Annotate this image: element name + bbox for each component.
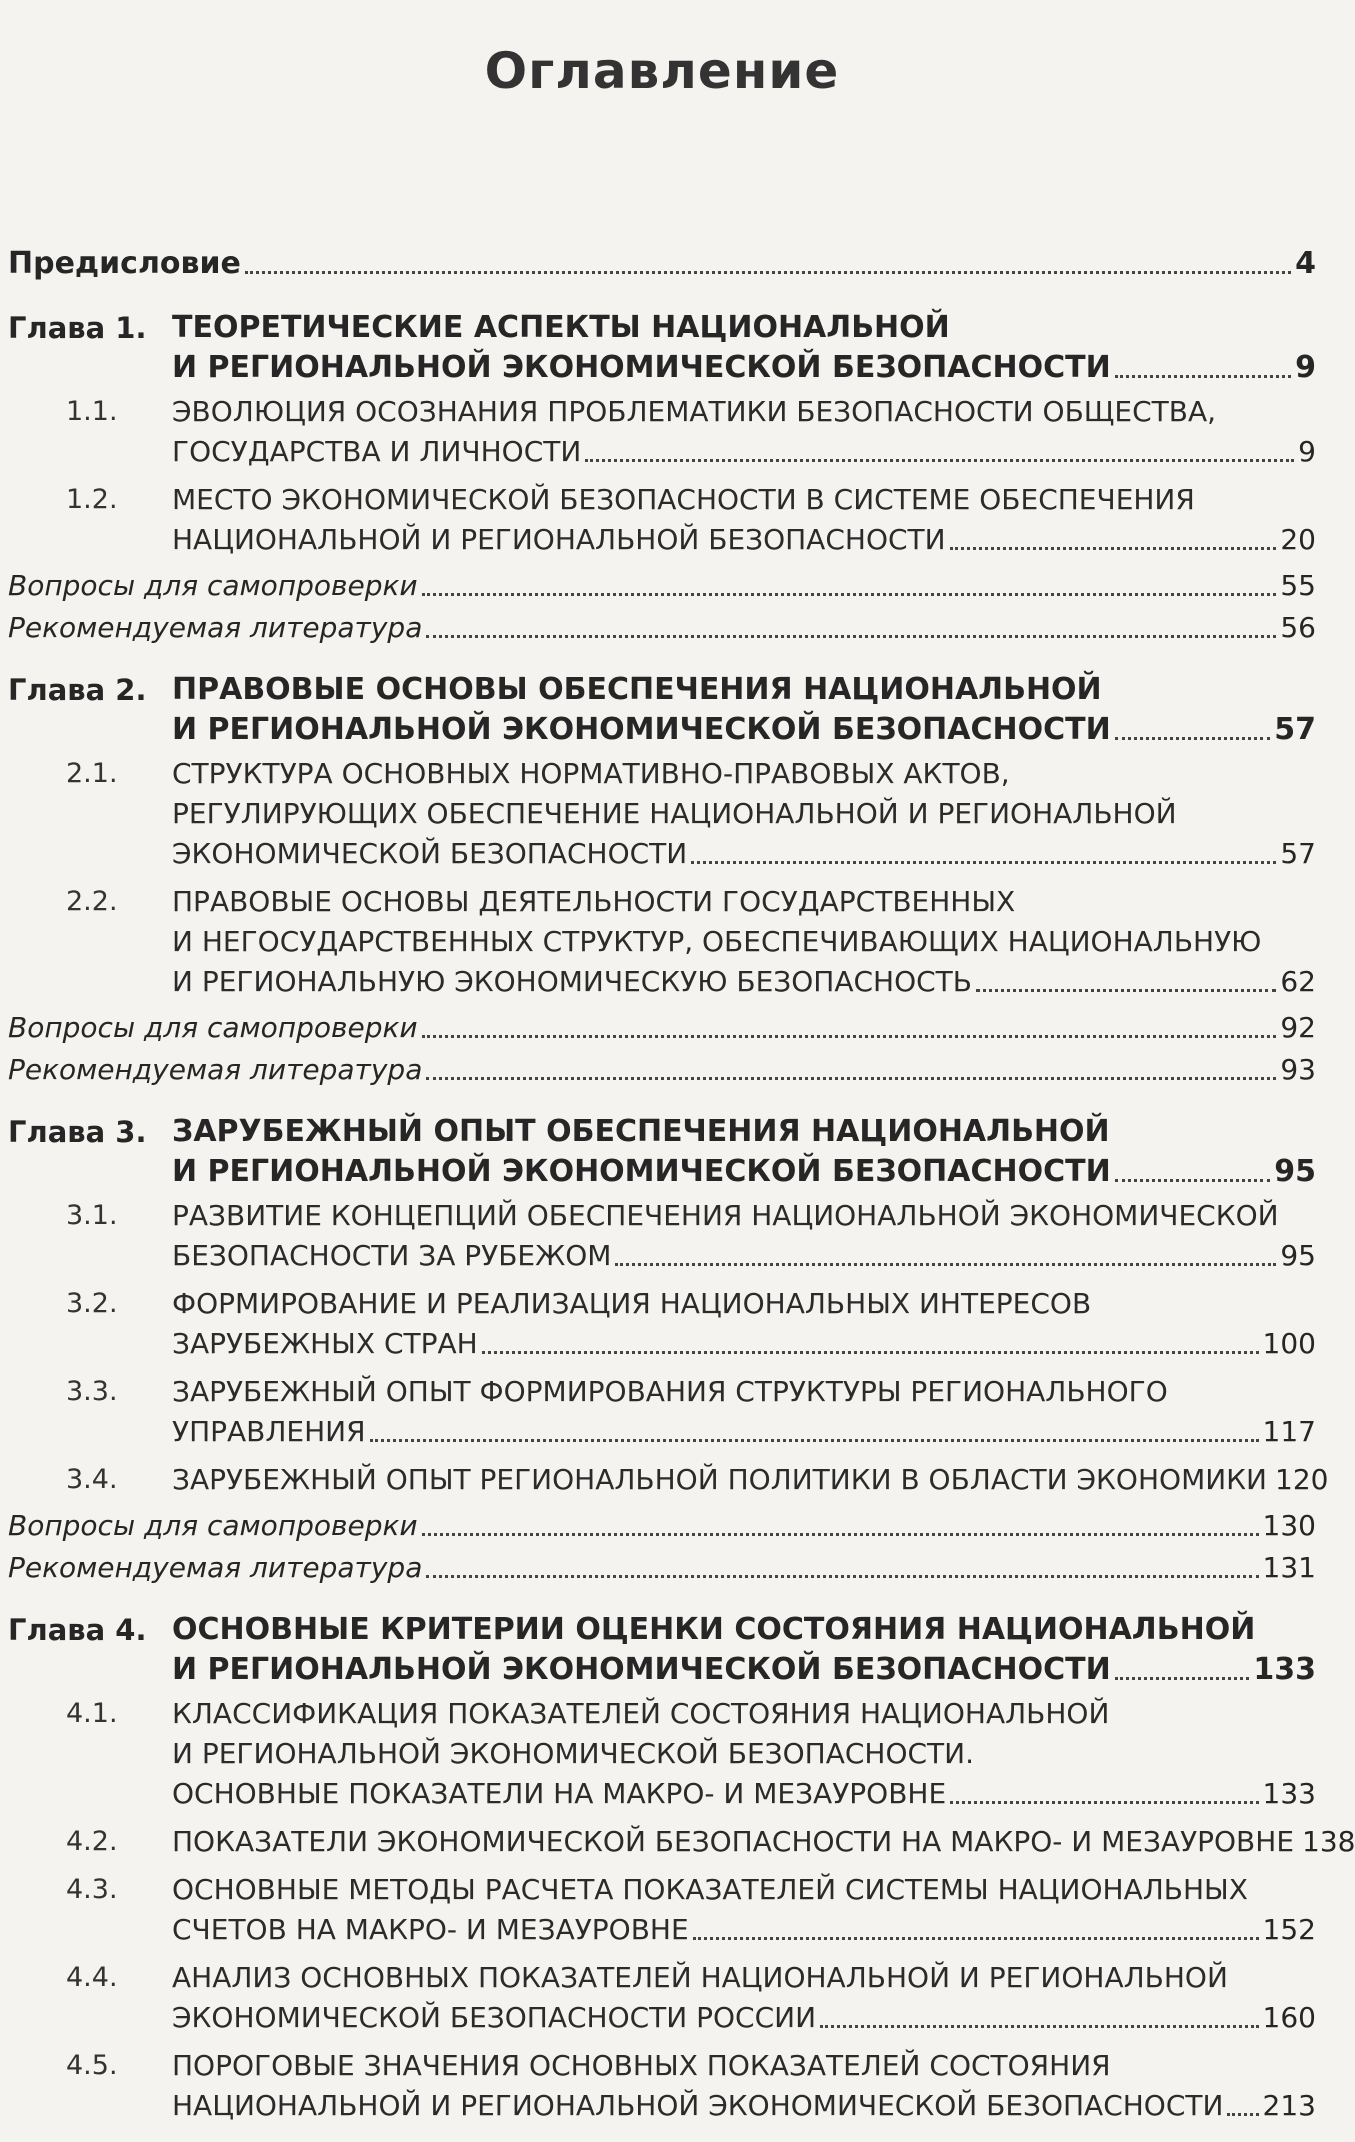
chapter-title-page-number: 57	[1274, 712, 1316, 747]
section-number: 3.2.	[66, 1288, 118, 1319]
section-entry-leader	[370, 1439, 1259, 1442]
section-entry-row[interactable]	[172, 1910, 1316, 1950]
chapter-title-leader	[1115, 1677, 1250, 1680]
section-entry-label: СЧЕТОВ НА МАКРО- И МЕЗАУРОВНЕ	[172, 1913, 689, 1946]
questions-label: Вопросы для самопроверки	[8, 1509, 418, 1542]
section-title-line: ОСНОВНЫЕ МЕТОДЫ РАСЧЕТА ПОКАЗАТЕЛЕЙ СИСТЕМЫ НАЦИОНАЛЬНЫХ	[172, 1873, 1248, 1906]
section-entry-row[interactable]	[172, 1774, 1316, 1814]
chapter-title-leader	[1115, 737, 1271, 740]
section-title-line: МЕСТО ЭКОНОМИЧЕСКОЙ БЕЗОПАСНОСТИ В СИСТЕМЕ ОБЕСПЕЧЕНИЯ	[172, 483, 1195, 516]
questions-page-number: 55	[1280, 569, 1316, 602]
section-title-line: И РЕГИОНАЛЬНОЙ ЭКОНОМИЧЕСКОЙ БЕЗОПАСНОСТИ.	[172, 1737, 975, 1770]
literature-row[interactable]	[8, 1050, 1316, 1090]
chapter-title-label: И РЕГИОНАЛЬНОЙ ЭКОНОМИЧЕСКОЙ БЕЗОПАСНОСТИ	[172, 1154, 1111, 1189]
section-entry-page-number: 20	[1280, 523, 1316, 556]
section-entry-row[interactable]	[172, 520, 1316, 560]
section-entry-row[interactable]	[172, 1236, 1316, 1276]
chapter-title-leader	[1115, 375, 1291, 378]
questions-leader	[422, 1035, 1277, 1038]
section-entry-label: ЗАРУБЕЖНЫЙ ОПЫТ РЕГИОНАЛЬНОЙ ПОЛИТИКИ В ОБЛАСТИ ЭКОНОМИКИ	[172, 1463, 1267, 1496]
section-entry-leader	[1227, 2113, 1258, 2116]
chapter-title-leader	[1115, 1179, 1271, 1182]
section-title-line: РАЗВИТИЕ КОНЦЕПЦИЙ ОБЕСПЕЧЕНИЯ НАЦИОНАЛЬНОЙ ЭКОНОМИЧЕСКОЙ	[172, 1199, 1279, 1232]
section-entry-page-number: 152	[1262, 1913, 1316, 1946]
literature-leader	[426, 1575, 1258, 1578]
literature-label: Рекомендуемая литература	[8, 1551, 423, 1584]
chapter-title-page-number: 95	[1274, 1154, 1316, 1189]
section-entry-row[interactable]	[172, 432, 1316, 472]
section-entry-label: ПОКАЗАТЕЛИ ЭКОНОМИЧЕСКОЙ БЕЗОПАСНОСТИ НА МАКРО- И МЕЗАУРОВНЕ	[172, 1825, 1295, 1858]
section-title-line: ПОРОГОВЫЕ ЗНАЧЕНИЯ ОСНОВНЫХ ПОКАЗАТЕЛЕЙ СОСТОЯНИЯ	[172, 2049, 1111, 2082]
section-number: 1.2.	[66, 484, 118, 515]
section-entry-leader	[950, 547, 1277, 550]
section-entry-label: ЭКОНОМИЧЕСКОЙ БЕЗОПАСНОСТИ	[172, 837, 688, 870]
chapter-title-label: И РЕГИОНАЛЬНОЙ ЭКОНОМИЧЕСКОЙ БЕЗОПАСНОСТИ	[172, 1652, 1111, 1687]
section-entry-label: УПРАВЛЕНИЯ	[172, 1415, 366, 1448]
section-entry-page-number: 100	[1262, 1327, 1316, 1360]
questions-row[interactable]	[8, 1506, 1316, 1546]
section-entry-label: ОСНОВНЫЕ ПОКАЗАТЕЛИ НА МАКРО- И МЕЗАУРОВНЕ	[172, 1777, 947, 1810]
section-entry-label: ГОСУДАРСТВА И ЛИЧНОСТИ	[172, 435, 582, 468]
literature-label: Рекомендуемая литература	[8, 611, 423, 644]
section-entry-leader	[820, 2025, 1259, 2028]
section-title-line: РЕГУЛИРУЮЩИХ ОБЕСПЕЧЕНИЕ НАЦИОНАЛЬНОЙ И РЕГИОНАЛЬНОЙ	[172, 797, 1177, 830]
section-title-line: КЛАССИФИКАЦИЯ ПОКАЗАТЕЛЕЙ СОСТОЯНИЯ НАЦИОНАЛЬНОЙ	[172, 1697, 1110, 1730]
chapter-title-line: ОСНОВНЫЕ КРИТЕРИИ ОЦЕНКИ СОСТОЯНИЯ НАЦИОНАЛЬНОЙ	[172, 1612, 1256, 1647]
questions-leader	[422, 1533, 1259, 1536]
preface-row[interactable]	[8, 244, 1316, 284]
section-number: 3.3.	[66, 1376, 118, 1407]
section-entry-page-number: 138	[1302, 1825, 1355, 1858]
section-title-line: ПРАВОВЫЕ ОСНОВЫ ДЕЯТЕЛЬНОСТИ ГОСУДАРСТВЕННЫХ	[172, 885, 1016, 918]
section-number: 4.5.	[66, 2050, 118, 2081]
section-entry-leader	[585, 459, 1294, 462]
section-number: 3.4.	[66, 1464, 118, 1495]
questions-row[interactable]	[8, 1008, 1316, 1048]
section-entry-row[interactable]	[172, 1998, 1316, 2038]
section-entry-leader	[691, 861, 1276, 864]
section-entry-label: И РЕГИОНАЛЬНУЮ ЭКОНОМИЧЕСКУЮ БЕЗОПАСНОСТЬ	[172, 965, 972, 998]
section-entry-leader	[693, 1937, 1259, 1940]
chapter-title-row[interactable]	[172, 1152, 1316, 1192]
section-number: 2.2.	[66, 886, 118, 917]
section-entry-page-number: 57	[1280, 837, 1316, 870]
preface-label: Предисловие	[8, 246, 241, 281]
literature-row[interactable]	[8, 1548, 1316, 1588]
page-title: Оглавление	[484, 42, 840, 100]
section-entry-page-number: 160	[1262, 2001, 1316, 2034]
chapter-title-row[interactable]	[172, 1650, 1316, 1690]
section-entry-row[interactable]	[172, 1822, 1355, 1862]
section-entry-row[interactable]	[172, 1324, 1316, 1364]
section-entry-page-number: 120	[1275, 1463, 1329, 1496]
section-title-line: СТРУКТУРА ОСНОВНЫХ НОРМАТИВНО-ПРАВОВЫХ АКТОВ,	[172, 757, 1010, 790]
chapter-label: Глава 4.	[8, 1613, 147, 1647]
literature-page-number: 93	[1280, 1053, 1316, 1086]
chapter-title-page-number: 133	[1253, 1652, 1316, 1687]
literature-row[interactable]	[8, 608, 1316, 648]
section-title-line: И НЕГОСУДАРСТВЕННЫХ СТРУКТУР, ОБЕСПЕЧИВАЮЩИХ НАЦИОНАЛЬНУЮ	[172, 925, 1262, 958]
section-title-line: ФОРМИРОВАНИЕ И РЕАЛИЗАЦИЯ НАЦИОНАЛЬНЫХ ИНТЕРЕСОВ	[172, 1287, 1092, 1320]
section-number: 2.1.	[66, 758, 118, 789]
literature-label: Рекомендуемая литература	[8, 1053, 423, 1086]
questions-label: Вопросы для самопроверки	[8, 1011, 418, 1044]
section-entry-leader	[615, 1263, 1276, 1266]
section-entry-label: НАЦИОНАЛЬНОЙ И РЕГИОНАЛЬНОЙ БЕЗОПАСНОСТИ	[172, 523, 946, 556]
section-entry-label: НАЦИОНАЛЬНОЙ И РЕГИОНАЛЬНОЙ ЭКОНОМИЧЕСКОЙ БЕЗОПАСНОСТИ	[172, 2089, 1224, 2122]
section-title-line: ЭВОЛЮЦИЯ ОСОЗНАНИЯ ПРОБЛЕМАТИКИ БЕЗОПАСНОСТИ ОБЩЕСТВА,	[172, 395, 1217, 428]
section-entry-leader	[950, 1801, 1258, 1804]
chapter-title-row[interactable]	[172, 710, 1316, 750]
section-entry-page-number: 117	[1262, 1415, 1316, 1448]
chapter-title-label: И РЕГИОНАЛЬНОЙ ЭКОНОМИЧЕСКОЙ БЕЗОПАСНОСТИ	[172, 712, 1111, 747]
section-number: 4.1.	[66, 1698, 118, 1729]
questions-row[interactable]	[8, 566, 1316, 606]
literature-page-number: 56	[1280, 611, 1316, 644]
section-title-line: АНАЛИЗ ОСНОВНЫХ ПОКАЗАТЕЛЕЙ НАЦИОНАЛЬНОЙ И РЕГИОНАЛЬНОЙ	[172, 1961, 1228, 1994]
section-number: 4.2.	[66, 1826, 118, 1857]
preface-leader	[245, 271, 1291, 274]
section-number: 3.1.	[66, 1200, 118, 1231]
section-number: 4.3.	[66, 1874, 118, 1905]
section-entry-label: ЭКОНОМИЧЕСКОЙ БЕЗОПАСНОСТИ РОССИИ	[172, 2001, 817, 2034]
chapter-title-line: ЗАРУБЕЖНЫЙ ОПЫТ ОБЕСПЕЧЕНИЯ НАЦИОНАЛЬНОЙ	[172, 1114, 1110, 1149]
section-entry-row[interactable]	[172, 962, 1316, 1002]
chapter-title-line: ПРАВОВЫЕ ОСНОВЫ ОБЕСПЕЧЕНИЯ НАЦИОНАЛЬНОЙ	[172, 672, 1102, 707]
section-entry-row[interactable]	[172, 2086, 1316, 2126]
section-title-line: ЗАРУБЕЖНЫЙ ОПЫТ ФОРМИРОВАНИЯ СТРУКТУРЫ РЕГИОНАЛЬНОГО	[172, 1375, 1168, 1408]
questions-page-number: 130	[1262, 1509, 1316, 1542]
chapter-title-row[interactable]	[172, 348, 1316, 388]
chapter-title-label: И РЕГИОНАЛЬНОЙ ЭКОНОМИЧЕСКОЙ БЕЗОПАСНОСТИ	[172, 350, 1111, 385]
section-number: 4.4.	[66, 1962, 118, 1993]
section-entry-leader	[976, 989, 1276, 992]
section-number: 1.1.	[66, 396, 118, 427]
section-entry-page-number: 133	[1262, 1777, 1316, 1810]
section-entry-row[interactable]	[172, 1460, 1329, 1500]
section-entry-label: БЕЗОПАСНОСТИ ЗА РУБЕЖОМ	[172, 1239, 612, 1272]
questions-page-number: 92	[1280, 1011, 1316, 1044]
literature-page-number: 131	[1262, 1551, 1316, 1584]
literature-leader	[426, 635, 1276, 638]
chapter-label: Глава 2.	[8, 673, 147, 707]
chapter-title-line: ТЕОРЕТИЧЕСКИЕ АСПЕКТЫ НАЦИОНАЛЬНОЙ	[172, 310, 950, 345]
preface-page-number: 4	[1295, 246, 1316, 281]
section-entry-page-number: 62	[1280, 965, 1316, 998]
chapter-label: Глава 3.	[8, 1115, 147, 1149]
section-entry-row[interactable]	[172, 834, 1316, 874]
section-entry-page-number: 213	[1262, 2089, 1316, 2122]
section-entry-label: ЗАРУБЕЖНЫХ СТРАН	[172, 1327, 478, 1360]
questions-leader	[422, 593, 1277, 596]
questions-label: Вопросы для самопроверки	[8, 569, 418, 602]
section-entry-page-number: 95	[1280, 1239, 1316, 1272]
section-entry-leader	[482, 1351, 1259, 1354]
literature-leader	[426, 1077, 1276, 1080]
section-entry-page-number: 9	[1298, 435, 1316, 468]
chapter-title-page-number: 9	[1295, 350, 1316, 385]
chapter-label: Глава 1.	[8, 311, 147, 345]
section-entry-row[interactable]	[172, 1412, 1316, 1452]
